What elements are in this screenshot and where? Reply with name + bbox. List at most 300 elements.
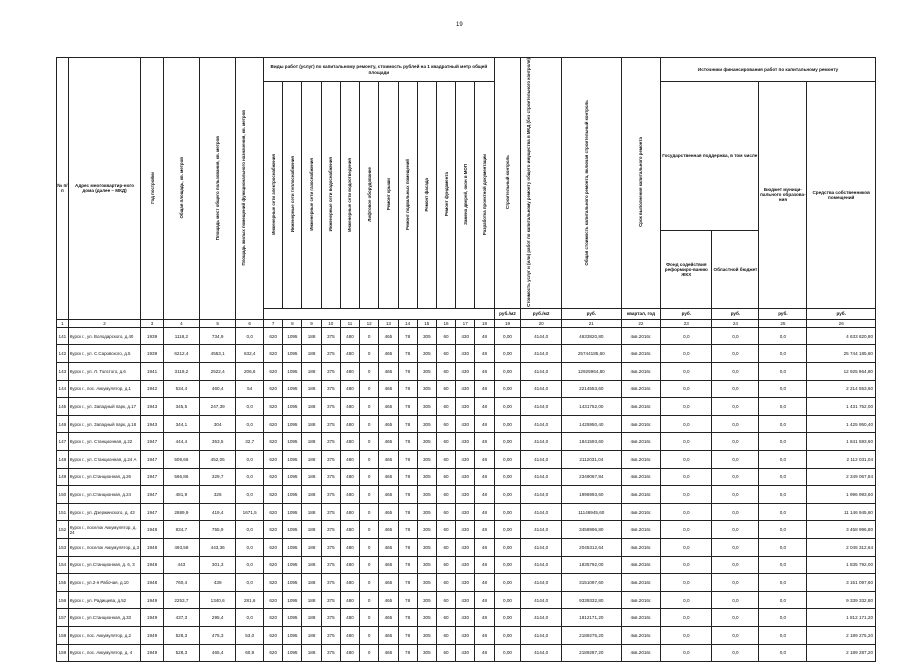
row-work-cost: 480 bbox=[340, 609, 359, 627]
row-fund: 0,0 bbox=[661, 591, 712, 609]
row-common-area: 326 bbox=[200, 486, 236, 504]
units-spacer bbox=[264, 308, 495, 319]
row-work-cost: 465 bbox=[379, 503, 398, 521]
row-work-cost: 430 bbox=[456, 327, 475, 345]
row-work-cost: 188 bbox=[302, 327, 321, 345]
row-work-cost: 375 bbox=[321, 591, 340, 609]
row-work-cost: 375 bbox=[321, 363, 340, 381]
row-work-cost: 78 bbox=[398, 503, 417, 521]
row-fund: 0,0 bbox=[661, 380, 712, 398]
row-residential-area: 0,0 bbox=[236, 451, 264, 469]
row-common-area: 755,9 bbox=[200, 521, 236, 539]
row-work-cost: 60 bbox=[436, 644, 455, 662]
row-work-cost: 480 bbox=[340, 363, 359, 381]
row-work-cost: 305 bbox=[417, 433, 436, 451]
row-fund: 0,0 bbox=[661, 609, 712, 627]
row-total-cost: 2349067,84 bbox=[561, 468, 621, 486]
header-state-support: Государственная поддержка, в том числе bbox=[661, 82, 759, 231]
row-deadline: 4кв.2016г. bbox=[621, 538, 661, 556]
row-residential-area: 0,0 bbox=[236, 538, 264, 556]
row-regional: 0,0 bbox=[712, 521, 759, 539]
row-common-area: 443,36 bbox=[200, 538, 236, 556]
row-work-cost: 188 bbox=[302, 538, 321, 556]
column-number: 20 bbox=[521, 319, 562, 327]
row-year: 1939 bbox=[141, 345, 163, 363]
row-deadline: 4кв.2016г. bbox=[621, 626, 661, 644]
page-number: 19 bbox=[456, 22, 463, 28]
row-total-area: 1118,2 bbox=[163, 327, 199, 345]
row-work-cost: 375 bbox=[321, 398, 340, 416]
row-number: 159 bbox=[57, 644, 69, 662]
row-work-cost: 1095 bbox=[283, 451, 302, 469]
row-work-cost: 620 bbox=[264, 503, 283, 521]
row-work-cost: 188 bbox=[302, 486, 321, 504]
row-residential-area: 0,0 bbox=[236, 609, 264, 627]
row-work-cost: 188 bbox=[302, 433, 321, 451]
column-number: 21 bbox=[561, 319, 621, 327]
row-work-cost: 188 bbox=[302, 644, 321, 662]
row-work-cost: 1095 bbox=[283, 556, 302, 574]
row-work-cost: 60 bbox=[436, 609, 455, 627]
row-total-area: 834,7 bbox=[163, 521, 199, 539]
row-work-cost: 620 bbox=[264, 398, 283, 416]
row-owners: 4 633 820,80 bbox=[807, 327, 876, 345]
row-address: Курск г., ул. С.Саровского, д.5 bbox=[68, 345, 141, 363]
row-address: Курск г., ул. Л. Толстого, д.6 bbox=[68, 363, 141, 381]
row-work-cost: 0 bbox=[360, 626, 379, 644]
header-w-basement: Ремонт подвальных помещений bbox=[398, 82, 417, 309]
header-w-windows: Замена дверей, окон в МОП bbox=[456, 82, 475, 309]
row-residential-area: 206,6 bbox=[236, 363, 264, 381]
row-owners: 12 925 964,80 bbox=[807, 363, 876, 381]
row-work-cost: 48 bbox=[475, 486, 494, 504]
column-number: 16 bbox=[436, 319, 455, 327]
header-works-group: Виды работ (услуг) по капитальному ремонту, стоимость рублей на 1 квадратный метр общей площади bbox=[264, 58, 495, 82]
row-work-cost: 305 bbox=[417, 415, 436, 433]
row-total-cost: 2189275,20 bbox=[561, 626, 621, 644]
row-address: Курск г., ул. Станционная, д.24 А bbox=[68, 451, 141, 469]
row-year: 1947 bbox=[141, 433, 163, 451]
row-owners: 1 835 792,00 bbox=[807, 556, 876, 574]
row-year: 1947 bbox=[141, 451, 163, 469]
row-work-cost: 60 bbox=[436, 556, 455, 574]
header-sources-group: Источники финансирования работ по капитальному ремонту bbox=[661, 58, 876, 82]
header-w-gas: Инженерные сети газоснабжения bbox=[302, 82, 321, 309]
row-work-cost: 0 bbox=[360, 503, 379, 521]
row-work-cost: 430 bbox=[456, 486, 475, 504]
column-number: 1 bbox=[57, 319, 69, 327]
row-work-cost: 60 bbox=[436, 451, 455, 469]
row-municipal: 0,0 bbox=[759, 503, 807, 521]
row-owners: 2 189 275,20 bbox=[807, 626, 876, 644]
row-work-cost: 0 bbox=[360, 538, 379, 556]
row-number: 150 bbox=[57, 486, 69, 504]
row-work-cost: 465 bbox=[379, 574, 398, 592]
row-work-cost: 480 bbox=[340, 556, 359, 574]
table-row bbox=[57, 327, 876, 345]
row-work-cost: 0 bbox=[360, 556, 379, 574]
row-municipal: 0,0 bbox=[759, 626, 807, 644]
column-number: 26 bbox=[807, 319, 876, 327]
row-construction-control: 0,00 bbox=[494, 574, 521, 592]
column-number: 15 bbox=[417, 319, 436, 327]
row-work-cost: 305 bbox=[417, 451, 436, 469]
column-number: 11 bbox=[340, 319, 359, 327]
row-work-cost: 620 bbox=[264, 415, 283, 433]
header-w-foundation: Ремонт фундамента bbox=[436, 82, 455, 309]
row-number: 158 bbox=[57, 626, 69, 644]
header-w-water: Инженерные сети водоснабжения bbox=[321, 82, 340, 309]
row-work-cost: 480 bbox=[340, 451, 359, 469]
row-work-cost: 48 bbox=[475, 327, 494, 345]
unit-c25: руб. bbox=[759, 308, 807, 319]
row-work-cost: 78 bbox=[398, 521, 417, 539]
row-address: Курск г., пос. Аккумулятор, д.1 bbox=[68, 380, 141, 398]
row-total-cost: 9339332,80 bbox=[561, 591, 621, 609]
row-construction-control: 0,00 bbox=[494, 538, 521, 556]
row-total-cost: 1841593,60 bbox=[561, 433, 621, 451]
row-fund: 0,0 bbox=[661, 415, 712, 433]
row-common-area: 475,3 bbox=[200, 626, 236, 644]
row-work-cost: 0 bbox=[360, 345, 379, 363]
row-work-cost: 48 bbox=[475, 468, 494, 486]
row-number: 154 bbox=[57, 556, 69, 574]
table-row bbox=[57, 521, 876, 539]
row-regional: 0,0 bbox=[712, 556, 759, 574]
row-residential-area: 60,9 bbox=[236, 644, 264, 662]
row-number: 143 bbox=[57, 363, 69, 381]
row-fund: 0,0 bbox=[661, 363, 712, 381]
row-work-cost: 430 bbox=[456, 521, 475, 539]
row-fund: 0,0 bbox=[661, 468, 712, 486]
row-municipal: 0,0 bbox=[759, 398, 807, 416]
row-total-cost: 11146945,60 bbox=[561, 503, 621, 521]
row-work-cost: 430 bbox=[456, 503, 475, 521]
row-work-cost: 48 bbox=[475, 591, 494, 609]
row-work-cost: 465 bbox=[379, 609, 398, 627]
row-common-area: 247,39 bbox=[200, 398, 236, 416]
header-w-lift: Лифтовое оборудование bbox=[360, 82, 379, 309]
row-owners: 25 744 185,60 bbox=[807, 345, 876, 363]
row-work-cost: 430 bbox=[456, 468, 475, 486]
row-total-cost: 2189287,20 bbox=[561, 644, 621, 662]
row-work-cost: 465 bbox=[379, 345, 398, 363]
row-total-cost: 25744185,60 bbox=[561, 345, 621, 363]
row-owners: 11 146 945,60 bbox=[807, 503, 876, 521]
row-work-cost: 375 bbox=[321, 345, 340, 363]
row-work-cost: 78 bbox=[398, 363, 417, 381]
row-regional: 0,0 bbox=[712, 380, 759, 398]
row-work-cost: 375 bbox=[321, 468, 340, 486]
row-regional: 0,0 bbox=[712, 327, 759, 345]
row-total-cost: 1425950,40 bbox=[561, 415, 621, 433]
row-number: 147 bbox=[57, 433, 69, 451]
row-total-area: 3119,2 bbox=[163, 363, 199, 381]
row-work-cost: 188 bbox=[302, 345, 321, 363]
row-work-cost: 465 bbox=[379, 486, 398, 504]
row-work-cost: 465 bbox=[379, 538, 398, 556]
header-year: Год постройки bbox=[141, 58, 163, 320]
row-work-cost: 375 bbox=[321, 327, 340, 345]
row-address: Курск г., пос. Аккумулятор, д. 4 bbox=[68, 644, 141, 662]
row-work-cost: 0 bbox=[360, 468, 379, 486]
column-number: 7 bbox=[264, 319, 283, 327]
row-work-cost: 465 bbox=[379, 591, 398, 609]
row-construction-control: 0,00 bbox=[494, 345, 521, 363]
row-total-area: 344,1 bbox=[163, 415, 199, 433]
row-work-cost: 0 bbox=[360, 591, 379, 609]
row-work-cost: 78 bbox=[398, 574, 417, 592]
row-municipal: 0,0 bbox=[759, 556, 807, 574]
row-work-cost: 620 bbox=[264, 538, 283, 556]
row-work-cost: 480 bbox=[340, 380, 359, 398]
header-w-project: Разработка проектной документации bbox=[475, 82, 494, 309]
row-work-cost: 60 bbox=[436, 327, 455, 345]
row-common-area: 419,4 bbox=[200, 503, 236, 521]
row-work-cost: 48 bbox=[475, 398, 494, 416]
table-row bbox=[57, 380, 876, 398]
row-deadline: 4кв.2016г. bbox=[621, 503, 661, 521]
row-work-cost: 48 bbox=[475, 609, 494, 627]
row-work-cost: 480 bbox=[340, 538, 359, 556]
row-deadline: 4кв.2016г. bbox=[621, 609, 661, 627]
row-work-cost: 48 bbox=[475, 626, 494, 644]
row-work-cost: 48 bbox=[475, 415, 494, 433]
row-number: 155 bbox=[57, 574, 69, 592]
row-fund: 0,0 bbox=[661, 486, 712, 504]
unit-c26: руб. bbox=[807, 308, 876, 319]
row-address: Курск г., ул.Станционная, д.24 bbox=[68, 486, 141, 504]
row-regional: 0,0 bbox=[712, 609, 759, 627]
row-work-cost: 305 bbox=[417, 398, 436, 416]
row-construction-control: 0,00 bbox=[494, 415, 521, 433]
row-work-cost: 188 bbox=[302, 591, 321, 609]
row-work-cost: 60 bbox=[436, 574, 455, 592]
row-work-cost: 48 bbox=[475, 345, 494, 363]
row-common-area: 353,5 bbox=[200, 433, 236, 451]
table-body bbox=[57, 327, 876, 661]
table-row bbox=[57, 363, 876, 381]
row-work-cost: 48 bbox=[475, 433, 494, 451]
row-work-cost: 375 bbox=[321, 626, 340, 644]
row-work-cost: 48 bbox=[475, 556, 494, 574]
row-work-cost: 48 bbox=[475, 574, 494, 592]
column-number-row bbox=[57, 319, 876, 327]
row-deadline: 4кв.2016г. bbox=[621, 345, 661, 363]
row-cost-per-m2: 4144,0 bbox=[521, 415, 562, 433]
row-work-cost: 0 bbox=[360, 433, 379, 451]
header-w-electric: Инженерные сети электроснабжения bbox=[264, 82, 283, 309]
row-work-cost: 480 bbox=[340, 433, 359, 451]
row-construction-control: 0,00 bbox=[494, 609, 521, 627]
row-work-cost: 0 bbox=[360, 327, 379, 345]
table-row bbox=[57, 433, 876, 451]
row-work-cost: 375 bbox=[321, 556, 340, 574]
row-total-area: 444,4 bbox=[163, 433, 199, 451]
row-work-cost: 305 bbox=[417, 468, 436, 486]
row-construction-control: 0,00 bbox=[494, 591, 521, 609]
row-cost-per-m2: 4144,0 bbox=[521, 327, 562, 345]
row-year: 1943 bbox=[141, 415, 163, 433]
table-row bbox=[57, 398, 876, 416]
row-year: 1948 bbox=[141, 538, 163, 556]
row-work-cost: 0 bbox=[360, 644, 379, 662]
row-residential-area: 0,0 bbox=[236, 486, 264, 504]
row-cost-per-m2: 4144,0 bbox=[521, 556, 562, 574]
row-work-cost: 305 bbox=[417, 380, 436, 398]
row-owners: 1 812 171,20 bbox=[807, 609, 876, 627]
row-work-cost: 480 bbox=[340, 574, 359, 592]
row-work-cost: 0 bbox=[360, 363, 379, 381]
row-total-area: 345,5 bbox=[163, 398, 199, 416]
row-total-cost: 12925964,80 bbox=[561, 363, 621, 381]
row-total-cost: 1835792,00 bbox=[561, 556, 621, 574]
row-deadline: 4кв.2016г. bbox=[621, 556, 661, 574]
row-owners: 1 996 993,60 bbox=[807, 486, 876, 504]
unit-c21: руб. bbox=[561, 308, 621, 319]
row-year: 1949 bbox=[141, 609, 163, 627]
row-work-cost: 188 bbox=[302, 468, 321, 486]
row-work-cost: 480 bbox=[340, 327, 359, 345]
row-work-cost: 48 bbox=[475, 521, 494, 539]
row-total-area: 443 bbox=[163, 556, 199, 574]
capital-repair-table bbox=[56, 57, 876, 662]
row-total-area: 437,3 bbox=[163, 609, 199, 627]
row-address: Курск г., ул.Станционная, д. 6, 3 bbox=[68, 556, 141, 574]
row-work-cost: 48 bbox=[475, 451, 494, 469]
row-common-area: 4553,1 bbox=[200, 345, 236, 363]
row-work-cost: 188 bbox=[302, 398, 321, 416]
row-regional: 0,0 bbox=[712, 626, 759, 644]
row-work-cost: 465 bbox=[379, 468, 398, 486]
column-number: 5 bbox=[200, 319, 236, 327]
row-work-cost: 188 bbox=[302, 503, 321, 521]
row-work-cost: 430 bbox=[456, 609, 475, 627]
column-number: 25 bbox=[759, 319, 807, 327]
row-owners: 3 458 996,80 bbox=[807, 521, 876, 539]
row-work-cost: 430 bbox=[456, 591, 475, 609]
row-regional: 0,0 bbox=[712, 345, 759, 363]
row-work-cost: 60 bbox=[436, 468, 455, 486]
row-work-cost: 60 bbox=[436, 486, 455, 504]
row-regional: 0,0 bbox=[712, 574, 759, 592]
row-municipal: 0,0 bbox=[759, 574, 807, 592]
row-municipal: 0,0 bbox=[759, 521, 807, 539]
row-work-cost: 430 bbox=[456, 451, 475, 469]
row-work-cost: 375 bbox=[321, 644, 340, 662]
row-work-cost: 188 bbox=[302, 556, 321, 574]
row-fund: 0,0 bbox=[661, 626, 712, 644]
row-work-cost: 78 bbox=[398, 380, 417, 398]
row-construction-control: 0,00 bbox=[494, 644, 521, 662]
row-fund: 0,0 bbox=[661, 345, 712, 363]
row-construction-control: 0,00 bbox=[494, 363, 521, 381]
row-work-cost: 0 bbox=[360, 451, 379, 469]
row-address: Курск г., ул.Станционная, д.33 bbox=[68, 609, 141, 627]
row-municipal: 0,0 bbox=[759, 644, 807, 662]
row-work-cost: 465 bbox=[379, 363, 398, 381]
row-year: 1949 bbox=[141, 644, 163, 662]
table-row bbox=[57, 451, 876, 469]
row-cost-per-m2: 4144,0 bbox=[521, 609, 562, 627]
row-deadline: 4кв.2016г. bbox=[621, 433, 661, 451]
column-number: 13 bbox=[379, 319, 398, 327]
row-regional: 0,0 bbox=[712, 503, 759, 521]
row-number: 152 bbox=[57, 521, 69, 539]
row-work-cost: 620 bbox=[264, 451, 283, 469]
row-work-cost: 620 bbox=[264, 644, 283, 662]
row-residential-area: 0,0 bbox=[236, 556, 264, 574]
row-work-cost: 305 bbox=[417, 486, 436, 504]
row-deadline: 4кв.2016г. bbox=[621, 451, 661, 469]
column-number: 23 bbox=[661, 319, 712, 327]
row-work-cost: 620 bbox=[264, 626, 283, 644]
row-work-cost: 305 bbox=[417, 609, 436, 627]
row-work-cost: 620 bbox=[264, 609, 283, 627]
row-construction-control: 0,00 bbox=[494, 626, 521, 644]
table-row bbox=[57, 538, 876, 556]
table-row bbox=[57, 591, 876, 609]
row-fund: 0,0 bbox=[661, 644, 712, 662]
header-cost-per-m2: Стоимость услуг и (или) работ по капитальному ремонту общего имущества в МКД (без строительного контроля) bbox=[521, 58, 562, 309]
row-residential-area: 54 bbox=[236, 380, 264, 398]
row-cost-per-m2: 4144,0 bbox=[521, 451, 562, 469]
row-work-cost: 188 bbox=[302, 380, 321, 398]
row-work-cost: 620 bbox=[264, 468, 283, 486]
row-work-cost: 1095 bbox=[283, 398, 302, 416]
row-total-area: 566,86 bbox=[163, 468, 199, 486]
row-common-area: 329,7 bbox=[200, 468, 236, 486]
table-header bbox=[57, 58, 876, 328]
row-address: Курск г., поселок Аккумулятор, д. 24 bbox=[68, 521, 141, 539]
row-work-cost: 375 bbox=[321, 451, 340, 469]
header-residential-area: Площадь жилых помещений функционального назначения, кв. метров bbox=[236, 58, 264, 320]
header-construction-control: Строительный контроль bbox=[494, 58, 521, 309]
row-work-cost: 305 bbox=[417, 521, 436, 539]
row-total-area: 528,3 bbox=[163, 626, 199, 644]
row-work-cost: 375 bbox=[321, 574, 340, 592]
row-cost-per-m2: 4144,0 bbox=[521, 644, 562, 662]
row-construction-control: 0,00 bbox=[494, 398, 521, 416]
column-number: 2 bbox=[68, 319, 141, 327]
row-residential-area: 0,0 bbox=[236, 574, 264, 592]
row-total-area: 760,4 bbox=[163, 574, 199, 592]
row-regional: 0,0 bbox=[712, 591, 759, 609]
row-work-cost: 480 bbox=[340, 591, 359, 609]
row-work-cost: 305 bbox=[417, 327, 436, 345]
row-work-cost: 0 bbox=[360, 609, 379, 627]
row-work-cost: 60 bbox=[436, 363, 455, 381]
row-work-cost: 430 bbox=[456, 538, 475, 556]
row-work-cost: 465 bbox=[379, 644, 398, 662]
row-work-cost: 375 bbox=[321, 415, 340, 433]
row-fund: 0,0 bbox=[661, 503, 712, 521]
row-work-cost: 1095 bbox=[283, 503, 302, 521]
row-work-cost: 480 bbox=[340, 503, 359, 521]
row-municipal: 0,0 bbox=[759, 538, 807, 556]
row-work-cost: 480 bbox=[340, 415, 359, 433]
table-row bbox=[57, 626, 876, 644]
row-deadline: 4кв.2016г. bbox=[621, 327, 661, 345]
header-no: № п/п bbox=[57, 58, 69, 320]
header-common-area: Площадь мест общего пользования, кв. метров bbox=[200, 58, 236, 320]
row-municipal: 0,0 bbox=[759, 327, 807, 345]
row-common-area: 295,4 bbox=[200, 609, 236, 627]
row-number: 157 bbox=[57, 609, 69, 627]
row-work-cost: 78 bbox=[398, 345, 417, 363]
row-total-area: 2253,7 bbox=[163, 591, 199, 609]
row-cost-per-m2: 4144,0 bbox=[521, 486, 562, 504]
